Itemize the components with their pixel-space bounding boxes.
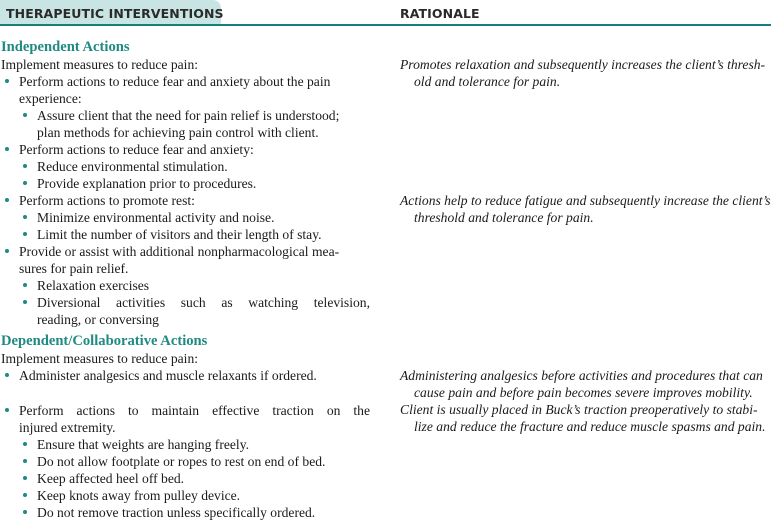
sub-item: Limit the number of visitors and their length of stay. bbox=[37, 227, 322, 242]
bullet-icon bbox=[5, 408, 9, 412]
sub-item-cont: plan methods for achieving pain control with client. bbox=[37, 125, 319, 140]
bullet-icon bbox=[23, 283, 27, 287]
bullet-icon bbox=[23, 300, 27, 304]
list-item: Perform actions to reduce fear and anxiety about the pain bbox=[19, 74, 331, 89]
bullet-icon bbox=[5, 198, 9, 202]
list-item-cont: injured extremity. bbox=[19, 420, 116, 435]
table-header bbox=[0, 0, 771, 26]
column-header-interventions: THERAPEUTIC INTERVENTIONS bbox=[6, 6, 224, 21]
sub-item: Keep affected heel off bed. bbox=[37, 471, 185, 486]
list-item: Perform actions to promote rest: bbox=[19, 193, 195, 208]
section-title-independent: Independent Actions bbox=[1, 39, 130, 55]
bullet-icon bbox=[23, 215, 27, 219]
list-item-cont: experience: bbox=[19, 91, 82, 106]
rationale-text: Administering analgesics before activities and procedures that can bbox=[400, 368, 763, 383]
rationale-text: Actions help to reduce fatigue and subsequently increase the client’s bbox=[400, 193, 771, 208]
bullet-icon bbox=[23, 459, 27, 463]
bullet-icon bbox=[5, 373, 9, 377]
bullet-icon bbox=[5, 79, 9, 83]
bullet-icon bbox=[23, 493, 27, 497]
header-rule bbox=[0, 24, 771, 26]
sub-item: Keep knots away from pulley device. bbox=[37, 488, 241, 503]
bullet-icon bbox=[5, 249, 9, 253]
rationale-text-cont: threshold and tolerance for pain. bbox=[414, 210, 594, 225]
rationale-text-cont: cause pain and before pain becomes severe improves mobility. bbox=[414, 385, 753, 400]
rationale-text: Promotes relaxation and subsequently increases the client’s thresh- bbox=[400, 57, 766, 72]
rationale-text-cont: old and tolerance for pain. bbox=[414, 74, 561, 89]
intro-text: Implement measures to reduce pain: bbox=[1, 351, 199, 366]
intro-text: Implement measures to reduce pain: bbox=[1, 57, 199, 72]
sub-item: Minimize environmental activity and noise. bbox=[37, 210, 275, 225]
sub-item: Do not allow footplate or ropes to rest on end of bed. bbox=[37, 454, 326, 469]
sub-item-cont: reading, or conversing bbox=[37, 312, 159, 327]
sub-item: Assure client that the need for pain relief is understood; bbox=[37, 108, 340, 123]
section-title-dependent: Dependent/Collaborative Actions bbox=[1, 333, 208, 349]
list-item: Perform actions to maintain effective traction on the bbox=[19, 403, 370, 418]
bullet-icon bbox=[23, 232, 27, 236]
sub-item: Ensure that weights are hanging freely. bbox=[37, 437, 250, 452]
sub-item: Reduce environmental stimulation. bbox=[37, 159, 228, 174]
list-item-cont: sures for pain relief. bbox=[19, 261, 129, 276]
sub-item: Diversional activities such as watching television, bbox=[37, 295, 370, 310]
bullet-icon bbox=[23, 164, 27, 168]
list-item: Administer analgesics and muscle relaxants if ordered. bbox=[19, 368, 317, 383]
bullet-icon bbox=[5, 147, 9, 151]
bullet-icon bbox=[23, 181, 27, 185]
sub-item: Relaxation exercises bbox=[37, 278, 150, 293]
rationale-text: Client is usually placed in Buck’s traction preoperatively to stabi- bbox=[400, 402, 758, 417]
sub-item: Provide explanation prior to procedures. bbox=[37, 176, 257, 191]
list-item: Provide or assist with additional nonpharmacological mea- bbox=[19, 244, 340, 259]
bullet-icon bbox=[23, 510, 27, 514]
rationale-text-cont: lize and reduce the fracture and reduce muscle spasms and pain. bbox=[414, 419, 766, 434]
sub-item: Do not remove traction unless specifically ordered. bbox=[37, 505, 316, 520]
bullet-icon bbox=[23, 476, 27, 480]
column-header-rationale: RATIONALE bbox=[400, 6, 480, 21]
bullet-icon bbox=[23, 113, 27, 117]
bullet-icon bbox=[23, 442, 27, 446]
list-item: Perform actions to reduce fear and anxiety: bbox=[19, 142, 254, 157]
